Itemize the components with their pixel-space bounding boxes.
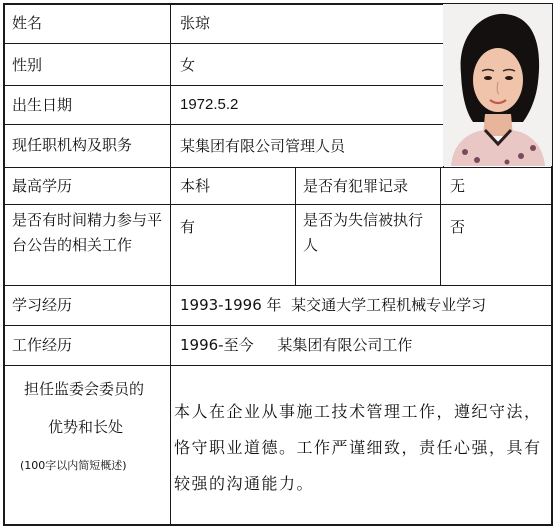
col-line <box>295 167 296 285</box>
row-line <box>3 204 553 205</box>
position-label: 现任职机构及职务 <box>12 136 133 154</box>
col-line <box>170 3 171 526</box>
row-line <box>3 85 443 86</box>
name-label: 姓名 <box>12 14 43 32</box>
row-line <box>3 124 443 125</box>
education-value: 本科 <box>180 177 211 195</box>
time-label: 是否有时间精力参与平台公告的相关工作 <box>12 211 163 254</box>
time-value: 有 <box>180 218 196 236</box>
border-bottom <box>3 524 553 526</box>
birth-label: 出生日期 <box>12 96 73 114</box>
row-line <box>3 285 553 286</box>
portrait-image <box>443 4 552 166</box>
work-label: 工作经历 <box>12 336 73 354</box>
row-line <box>3 365 553 366</box>
dishonest-label: 是否为失信被执行人 <box>303 211 424 254</box>
gender-label: 性别 <box>12 56 43 74</box>
row-line <box>3 325 553 326</box>
advantage-value: 本人在企业从事施工技术管理工作，遵纪守法，恪守职业道德。工作严谨细致，责任心强，具有较强的沟通能力。 <box>174 402 542 493</box>
gender-value: 女 <box>180 56 196 74</box>
position-value: 某集团有限公司管理人员 <box>180 137 346 155</box>
study-value: 1993-1996 年 某交通大学工程机械专业学习 <box>180 296 487 314</box>
criminal-value: 无 <box>450 177 466 195</box>
row-line <box>3 43 443 44</box>
border-left <box>3 3 5 526</box>
portrait-photo <box>443 4 552 166</box>
advantage-label-line2: 优势和长处 <box>48 418 124 436</box>
work-value: 1996-至今 某集团有限公司工作 <box>180 336 413 354</box>
dishonest-value: 否 <box>450 218 466 236</box>
birth-value: 1972.5.2 <box>180 96 239 113</box>
study-label: 学习经历 <box>12 296 73 314</box>
education-label: 最高学历 <box>12 177 73 195</box>
col-line <box>440 167 441 285</box>
row-line <box>3 167 553 168</box>
name-value: 张琼 <box>180 14 211 32</box>
advantage-note: (100字以内简短概述) <box>20 459 127 472</box>
criminal-label: 是否有犯罪记录 <box>303 177 409 195</box>
advantage-label-line1: 担任监委会委员的 <box>24 380 145 398</box>
